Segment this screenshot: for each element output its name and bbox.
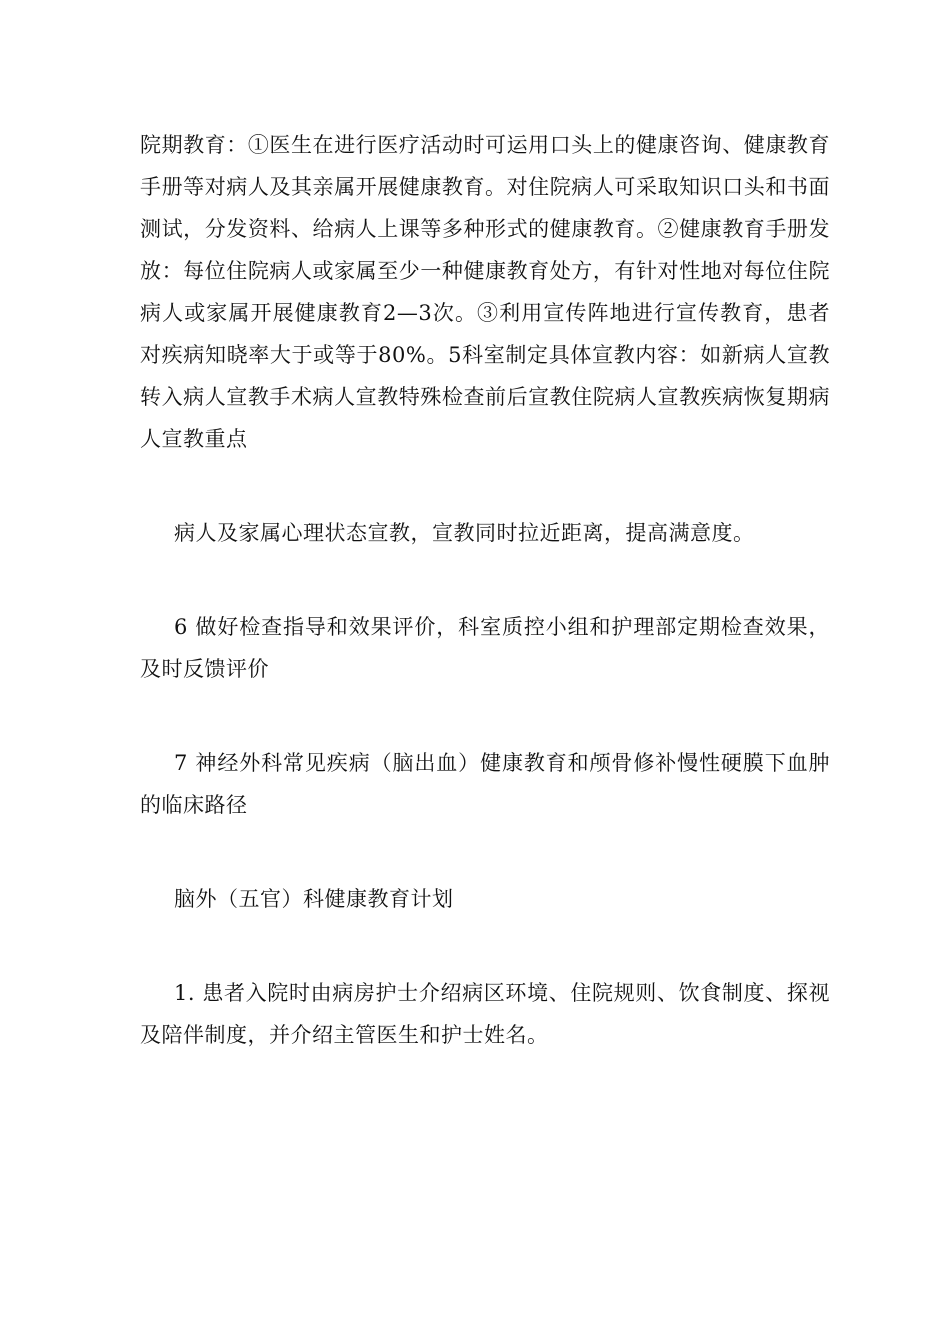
section-heading-education-plan: 脑外（五官）科健康教育计划 <box>174 887 454 911</box>
paragraph-evaluation: 6 做好检查指导和效果评价，科室质控小组和护理部定期检查效果，及时反馈评价 <box>140 615 830 681</box>
paragraph-psychological-education: 病人及家属心理状态宣教，宣教同时拉近距离，提高满意度。 <box>174 521 755 545</box>
paragraph-clinical-pathway: 7 神经外科常见疾病（脑出血）健康教育和颅骨修补慢性硬膜下血肿的临床路径 <box>140 751 830 817</box>
document-body <box>140 124 830 1056</box>
paragraph-admission-introduction: 1. 患者入院时由病房护士介绍病区环境、住院规则、饮食制度、探视及陪伴制度，并介绍主管医生和护士姓名。 <box>140 981 830 1047</box>
paragraph-inpatient-education: 院期教育：①医生在进行医疗活动时可运用口头上的健康咨询、健康教育手册等对病人及其亲属开展健康教育。对住院病人可采取知识口头和书面测试，分发资料、给病人上课等多种形式的健康教育。②健康教育手册发放：每位住院病人或家属至少一种健康教育处方，有针对性地对每位住院病人或家属开展健康教育2—3次。③利用宣传阵地进行宣传教育，患者对疾病知晓率大于或等于80%。5科室制定具体宣教内容：如新病人宣教转入病人宣教手术病人宣教特殊检查前后宣教住院病人宣教疾病恢复期病人宣教重点 <box>140 133 830 451</box>
